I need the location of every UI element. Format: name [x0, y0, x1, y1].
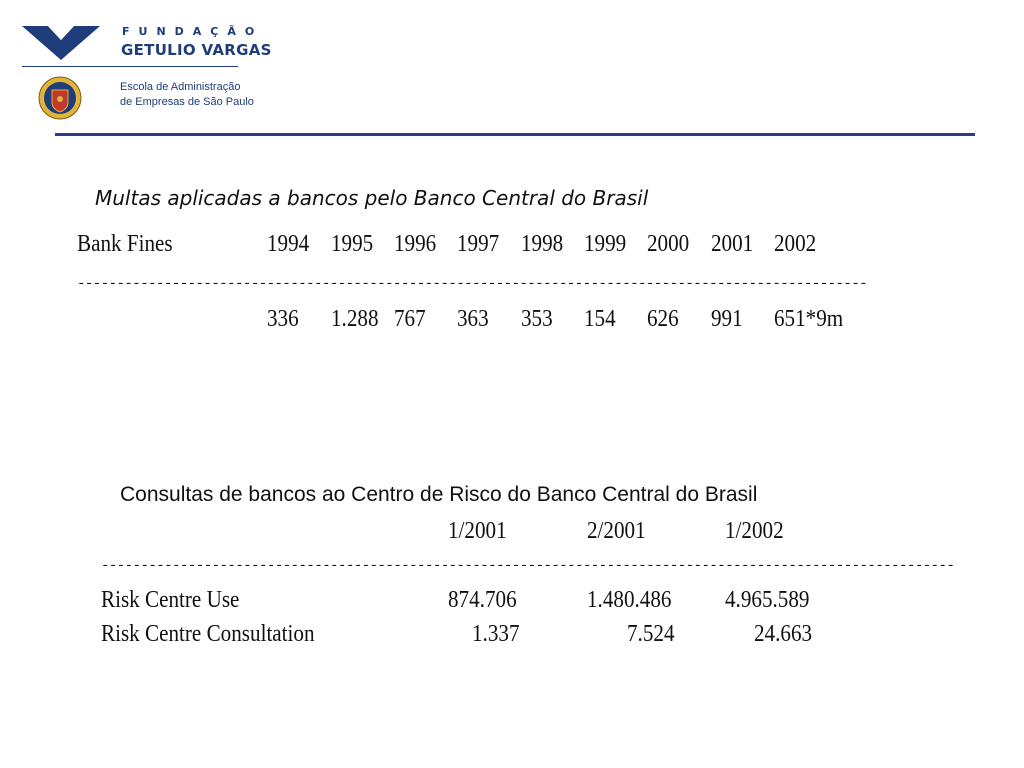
risk-value: 4.965.589	[725, 587, 810, 613]
risk-title: Consultas de bancos ao Centro de Risco do Banco Central do Brasil	[120, 483, 758, 506]
fines-value: 363	[457, 306, 489, 332]
fgv-logo-icon	[22, 26, 100, 60]
risk-value: 7.524	[627, 621, 675, 647]
fines-year-header: 1999	[584, 231, 627, 257]
risk-value: 1.337	[472, 621, 520, 647]
risk-period-header: 2/2001	[587, 518, 646, 544]
risk-value: 24.663	[754, 621, 813, 647]
fines-value: 1.288	[331, 306, 379, 332]
fines-value: 991	[711, 306, 743, 332]
eaesp-seal-icon	[38, 76, 82, 120]
risk-period-header: 1/2002	[725, 518, 784, 544]
risk-row-label: Risk Centre Consultation	[101, 621, 315, 647]
brand-top-text: FUNDAÇÃO	[122, 25, 264, 38]
risk-value: 874.706	[448, 587, 517, 613]
fines-year-header: 1998	[521, 231, 564, 257]
fines-year-header: 1996	[394, 231, 437, 257]
fines-year-header: 2001	[711, 231, 754, 257]
fines-year-header: 2000	[647, 231, 690, 257]
fines-value: 154	[584, 306, 616, 332]
fines-value: 626	[647, 306, 679, 332]
risk-period-header: 1/2001	[448, 518, 507, 544]
fines-year-header: 1994	[267, 231, 310, 257]
fines-year-header: 2002	[774, 231, 817, 257]
fines-value: 336	[267, 306, 299, 332]
fines-value: 651*9m	[774, 306, 844, 332]
fines-title: Multas aplicadas a bancos pelo Banco Central do Brasil	[95, 186, 649, 210]
school-name-line1: Escola de Administração	[120, 81, 241, 93]
fines-divider: ----------------------------------------------------------------------------------------------------	[77, 276, 868, 292]
fines-value: 767	[394, 306, 426, 332]
fines-year-header: 1997	[457, 231, 500, 257]
brand-main-text: GETULIO VARGAS	[121, 41, 272, 59]
fines-year-header: 1995	[331, 231, 374, 257]
risk-value: 1.480.486	[587, 587, 672, 613]
fines-row-label: Bank Fines	[77, 231, 173, 257]
fines-value: 353	[521, 306, 553, 332]
school-name-line2: de Empresas de São Paulo	[120, 96, 254, 108]
header-divider	[55, 133, 975, 136]
logo-divider	[22, 66, 238, 67]
risk-divider: ------------------------------------------------------------------------------------------------------------	[101, 558, 955, 574]
risk-row-label: Risk Centre Use	[101, 587, 240, 613]
